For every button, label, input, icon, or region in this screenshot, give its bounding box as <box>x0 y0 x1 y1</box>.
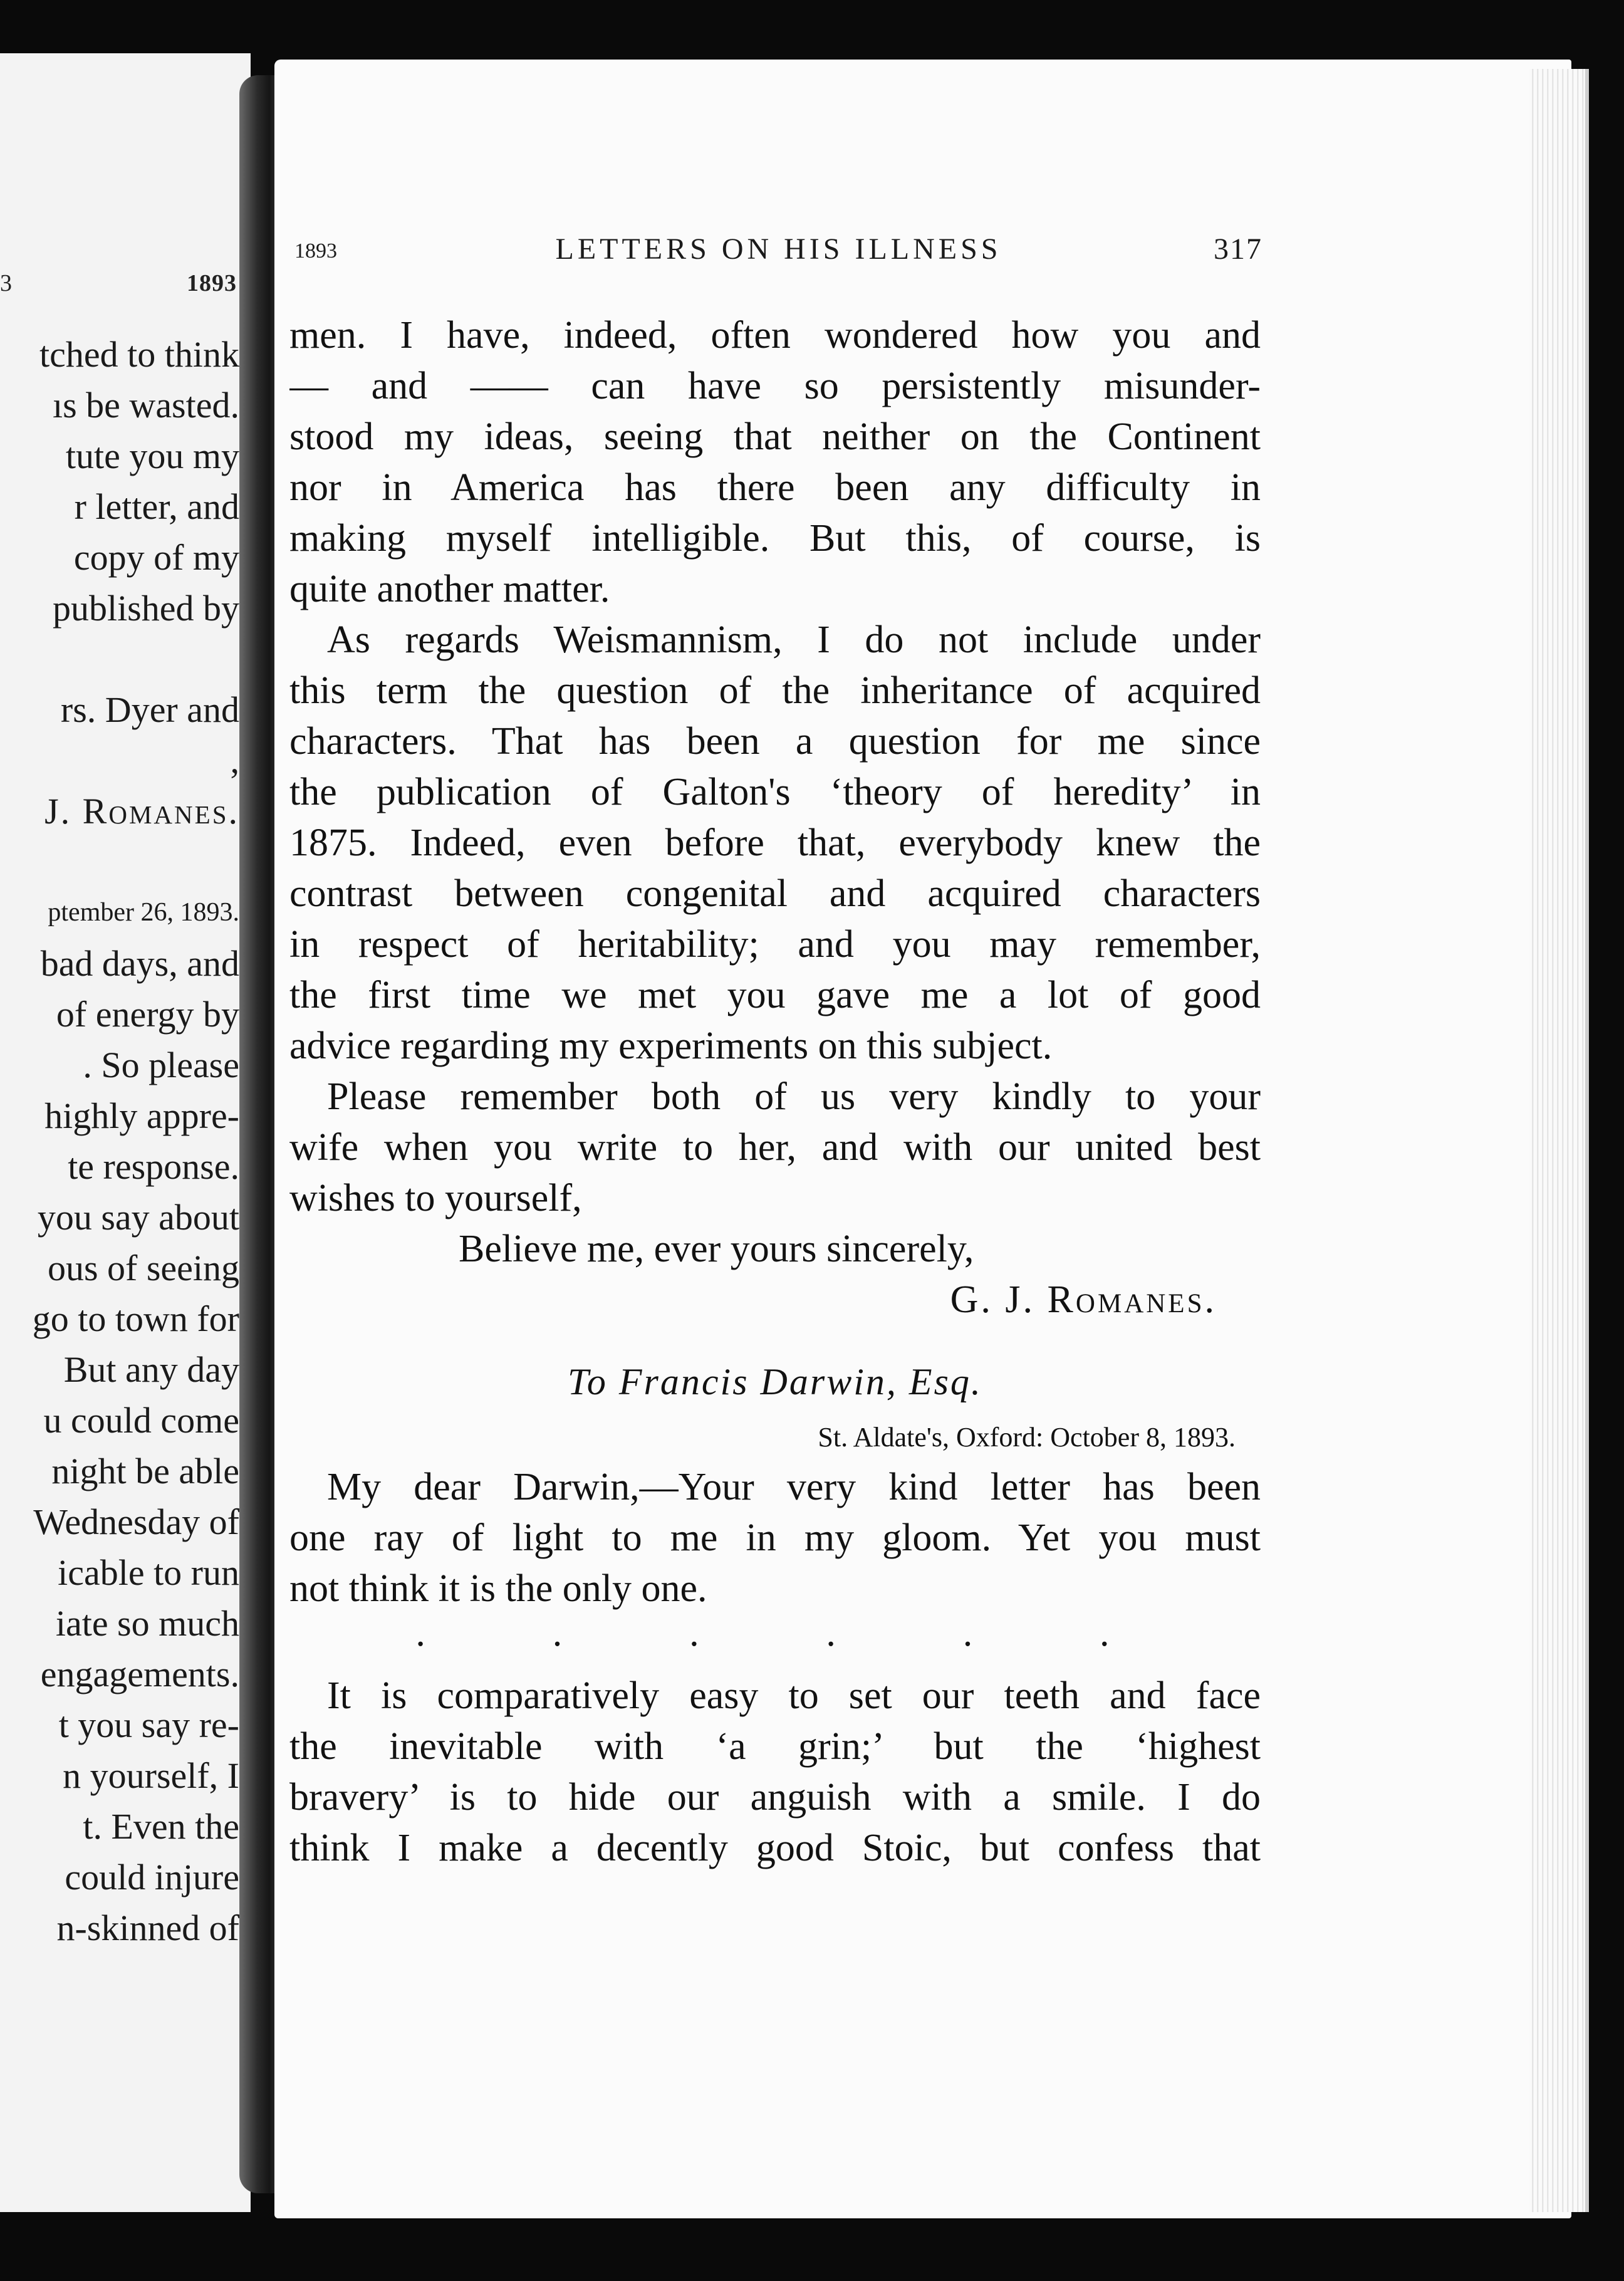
left-line: tute you my <box>65 436 239 476</box>
left-running-fragment: 3 <box>0 270 13 296</box>
running-head-title: LETTERS ON HIS ILLNESS <box>555 232 1002 266</box>
elision-dot: . <box>415 1612 425 1654</box>
left-line: you say about <box>37 1197 239 1238</box>
left-facing-page <box>0 53 251 2212</box>
left-line: of energy by <box>56 994 239 1035</box>
text-line: As regards Weismannism, I do not include under <box>327 619 1261 661</box>
text-line: advice regarding my experiments on this subject. <box>289 1025 1053 1067</box>
text-line: stood my ideas, seeing that neither on the Continent <box>289 415 1261 458</box>
left-running-year: 1893 <box>187 270 237 296</box>
left-line: n-skinned of <box>56 1908 239 1948</box>
elision-dot: . <box>962 1612 973 1654</box>
left-line: iate so much <box>55 1603 239 1644</box>
left-line: But any day <box>63 1349 239 1390</box>
left-line: tched to think <box>39 334 239 375</box>
left-page-text <box>0 329 239 1953</box>
text-line: one ray of light to me in my gloom. Yet you must <box>289 1516 1261 1559</box>
page-body <box>289 310 1261 1874</box>
elision-dots <box>289 1614 1261 1671</box>
text-line: quite another matter. <box>289 568 610 610</box>
text-line: Please remember both of us very kindly to your <box>327 1075 1261 1118</box>
text-line: characters. That has been a question for me since <box>289 720 1261 763</box>
text-line: the publication of Galton's ‘theory of heredity’ in <box>289 771 1261 813</box>
left-line: t. Even the <box>83 1806 239 1847</box>
left-line <box>0 837 239 887</box>
left-line: ous of seeing <box>47 1248 239 1288</box>
left-line: r letter, and <box>74 486 239 527</box>
text-line: not think it is the only one. <box>289 1567 707 1610</box>
text-line: contrast between congenital and acquired characters <box>289 872 1261 915</box>
left-line: u could come <box>43 1400 239 1441</box>
text-line: wishes to yourself, <box>289 1177 582 1219</box>
left-line: engagements. <box>40 1654 239 1694</box>
running-head-year-fragment: 1893 <box>294 239 337 263</box>
letter-addressee: To Francis Darwin, Esq. <box>568 1361 982 1402</box>
left-line: bad days, and <box>40 943 239 984</box>
left-line: highly appre- <box>44 1095 239 1136</box>
left-line: ıs be wasted. <box>53 385 239 425</box>
elision-dot: . <box>552 1612 563 1654</box>
text-line: think I make a decently good Stoic, but confess that <box>289 1827 1261 1869</box>
text-line: men. I have, indeed, often wondered how you and <box>289 314 1261 357</box>
left-line: published by <box>52 588 239 629</box>
left-line: copy of my <box>73 537 239 578</box>
text-line: wife when you write to her, and with our united best <box>289 1126 1261 1169</box>
left-line: te response. <box>68 1146 239 1187</box>
left-line: rs. Dyer and <box>60 689 239 730</box>
elision-dot: . <box>689 1612 699 1654</box>
letter-closing: Believe me, ever yours sincerely, <box>459 1228 974 1270</box>
text-line: in respect of heritability; and you may remember, <box>289 923 1261 966</box>
left-line: n yourself, I <box>63 1755 239 1796</box>
text-line: It is comparatively easy to set our teeth and face <box>327 1674 1261 1717</box>
elision-dot: . <box>826 1612 836 1654</box>
left-line-date: ptember 26, 1893. <box>48 898 239 927</box>
letter-dateline: St. Aldate's, Oxford: October 8, 1893. <box>818 1422 1236 1453</box>
text-line: this term the question of the inheritance of acquired <box>289 669 1261 712</box>
running-head <box>294 232 1262 269</box>
text-line: the first time we met you gave me a lot of good <box>289 974 1261 1016</box>
left-line: could injure <box>65 1857 239 1897</box>
text-line: — and —— can have so persistently misunder- <box>289 365 1261 407</box>
elision-dot: . <box>1100 1612 1110 1654</box>
text-line: 1875. Indeed, even before that, everybody knew the <box>289 822 1261 864</box>
text-line: nor in America has there been any difficulty in <box>289 466 1261 509</box>
left-line: , <box>230 740 239 781</box>
text-line: My dear Darwin,—Your very kind letter has been <box>327 1466 1261 1508</box>
left-line: go to town for <box>32 1298 239 1339</box>
left-line: icable to run <box>58 1552 239 1593</box>
left-line-signature: J. Romanes. <box>44 791 239 832</box>
left-line: . So please <box>83 1045 239 1085</box>
letter-signature: G. J. Romanes. <box>950 1278 1217 1321</box>
left-line: t you say re- <box>58 1704 239 1745</box>
text-line: making myself intelligible. But this, of course, is <box>289 517 1261 560</box>
page-stack-edge <box>1529 69 1589 2212</box>
left-line: night be able <box>51 1451 239 1491</box>
text-line: bravery’ is to hide our anguish with a smile. I do <box>289 1776 1261 1819</box>
left-line <box>0 634 239 684</box>
text-line: the inevitable with ‘a grin;’ but the ‘highest <box>289 1725 1261 1768</box>
left-line: Wednesday of <box>33 1501 239 1542</box>
page-number: 317 <box>1214 232 1262 266</box>
